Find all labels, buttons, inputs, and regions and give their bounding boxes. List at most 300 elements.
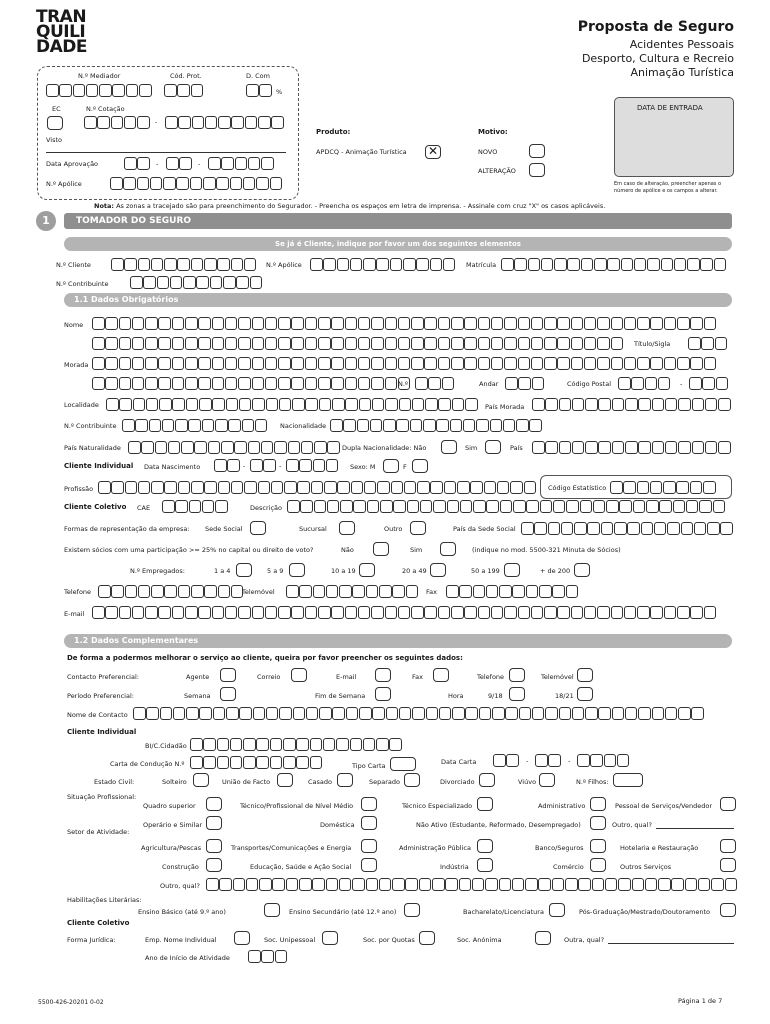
- input-cell[interactable]: [318, 606, 331, 619]
- input-cell[interactable]: [367, 500, 380, 513]
- input-cell[interactable]: [253, 707, 266, 720]
- input-cell[interactable]: [473, 500, 486, 513]
- input-cell[interactable]: [128, 441, 141, 454]
- input-cell[interactable]: [605, 878, 618, 891]
- input-cell[interactable]: [327, 500, 340, 513]
- input-cell[interactable]: [337, 481, 350, 494]
- input-cell[interactable]: [138, 585, 151, 598]
- input-cell[interactable]: [404, 481, 417, 494]
- input-cell[interactable]: [164, 258, 177, 271]
- input-cell[interactable]: [587, 522, 600, 535]
- input-cell[interactable]: [231, 258, 244, 271]
- hotelaria-checkbox[interactable]: [720, 839, 736, 853]
- input-cell[interactable]: [592, 878, 605, 891]
- input-cell[interactable]: [674, 258, 687, 271]
- input-cell[interactable]: [694, 522, 707, 535]
- input-cell[interactable]: [559, 398, 572, 411]
- unipessoal-checkbox[interactable]: [322, 931, 338, 945]
- input-cell[interactable]: [337, 258, 350, 271]
- input-cell[interactable]: [326, 878, 339, 891]
- input-cell[interactable]: [715, 337, 728, 350]
- input-cell[interactable]: [130, 276, 143, 289]
- dupla-nao-checkbox[interactable]: [441, 440, 457, 454]
- tecnico-checkbox[interactable]: [361, 797, 377, 811]
- input-cell[interactable]: [284, 481, 297, 494]
- input-cell[interactable]: [256, 756, 269, 769]
- input-cell[interactable]: [162, 500, 175, 513]
- input-cell[interactable]: [105, 337, 118, 350]
- input-cell[interactable]: [572, 441, 585, 454]
- input-cell[interactable]: [172, 357, 185, 370]
- input-cell[interactable]: [310, 756, 323, 769]
- input-cell[interactable]: [671, 878, 684, 891]
- input-cell[interactable]: [250, 459, 263, 472]
- input-cell[interactable]: [275, 950, 288, 963]
- administrativo-checkbox[interactable]: [590, 797, 606, 811]
- input-cell[interactable]: [172, 398, 185, 411]
- input-cell[interactable]: [611, 317, 624, 330]
- input-cell[interactable]: [248, 441, 261, 454]
- ano-field[interactable]: [248, 950, 288, 963]
- input-cell[interactable]: [331, 377, 344, 390]
- input-cell[interactable]: [212, 317, 225, 330]
- input-cell[interactable]: [637, 357, 650, 370]
- input-cell[interactable]: [170, 276, 183, 289]
- input-cell[interactable]: [283, 738, 296, 751]
- input-cell[interactable]: [464, 357, 477, 370]
- input-cell[interactable]: [552, 878, 565, 891]
- input-cell[interactable]: [172, 377, 185, 390]
- input-cell[interactable]: [158, 357, 171, 370]
- input-cell[interactable]: [185, 377, 198, 390]
- input-cell[interactable]: [424, 337, 437, 350]
- input-cell[interactable]: [525, 878, 538, 891]
- input-cell[interactable]: [707, 522, 720, 535]
- input-cell[interactable]: [215, 419, 228, 432]
- d-com-field[interactable]: [246, 84, 273, 97]
- input-cell[interactable]: [678, 441, 691, 454]
- input-cell[interactable]: [617, 754, 630, 767]
- input-cell[interactable]: [119, 317, 132, 330]
- input-cell[interactable]: [711, 878, 724, 891]
- input-cell[interactable]: [505, 707, 518, 720]
- input-cell[interactable]: [690, 317, 703, 330]
- input-cell[interactable]: [691, 707, 704, 720]
- input-cell[interactable]: [597, 317, 610, 330]
- input-cell[interactable]: [545, 441, 558, 454]
- input-cell[interactable]: [278, 337, 291, 350]
- input-cell[interactable]: [571, 337, 584, 350]
- input-cell[interactable]: [263, 459, 276, 472]
- input-cell[interactable]: [632, 878, 645, 891]
- input-cell[interactable]: [111, 481, 124, 494]
- input-cell[interactable]: [198, 606, 211, 619]
- input-cell[interactable]: [92, 357, 105, 370]
- input-cell[interactable]: [692, 398, 705, 411]
- input-cell[interactable]: [438, 357, 451, 370]
- input-cell[interactable]: [151, 585, 164, 598]
- input-cell[interactable]: [486, 500, 499, 513]
- input-cell[interactable]: [145, 357, 158, 370]
- input-cell[interactable]: [172, 317, 185, 330]
- input-cell[interactable]: [219, 878, 232, 891]
- input-cell[interactable]: [111, 585, 124, 598]
- input-cell[interactable]: [690, 357, 703, 370]
- input-cell[interactable]: [299, 459, 312, 472]
- input-cell[interactable]: [300, 500, 313, 513]
- input-cell[interactable]: [145, 317, 158, 330]
- input-cell[interactable]: [286, 585, 299, 598]
- input-cell[interactable]: [218, 116, 231, 129]
- input-cell[interactable]: [226, 398, 239, 411]
- descricao-field[interactable]: [287, 500, 726, 513]
- input-cell[interactable]: [132, 317, 145, 330]
- input-cell[interactable]: [652, 707, 665, 720]
- input-cell[interactable]: [265, 317, 278, 330]
- input-cell[interactable]: [198, 377, 211, 390]
- input-cell[interactable]: [359, 398, 372, 411]
- input-cell[interactable]: [141, 441, 154, 454]
- input-cell[interactable]: [438, 337, 451, 350]
- input-cell[interactable]: [459, 878, 472, 891]
- input-cell[interactable]: [164, 585, 177, 598]
- input-cell[interactable]: [203, 738, 216, 751]
- input-cell[interactable]: [158, 377, 171, 390]
- input-cell[interactable]: [326, 459, 339, 472]
- input-cell[interactable]: [204, 258, 217, 271]
- correio-checkbox[interactable]: [291, 668, 307, 682]
- anonima-checkbox[interactable]: [535, 931, 551, 945]
- nasc-day[interactable]: [214, 459, 241, 472]
- morada-field-2[interactable]: [92, 377, 411, 390]
- nao-ativo-checkbox[interactable]: [590, 816, 606, 830]
- input-cell[interactable]: [162, 419, 175, 432]
- input-cell[interactable]: [353, 500, 366, 513]
- input-cell[interactable]: [92, 317, 105, 330]
- input-cell[interactable]: [506, 754, 519, 767]
- input-cell[interactable]: [561, 522, 574, 535]
- input-cell[interactable]: [389, 738, 402, 751]
- input-cell[interactable]: [331, 337, 344, 350]
- input-cell[interactable]: [692, 441, 705, 454]
- input-cell[interactable]: [133, 707, 146, 720]
- input-cell[interactable]: [372, 707, 385, 720]
- input-cell[interactable]: [212, 398, 225, 411]
- input-cell[interactable]: [319, 398, 332, 411]
- input-cell[interactable]: [366, 878, 379, 891]
- input-cell[interactable]: [665, 441, 678, 454]
- n-contrib-field[interactable]: [130, 276, 263, 289]
- input-cell[interactable]: [470, 481, 483, 494]
- input-cell[interactable]: [198, 357, 211, 370]
- input-cell[interactable]: [425, 398, 438, 411]
- input-cell[interactable]: [545, 707, 558, 720]
- novo-checkbox[interactable]: [529, 144, 545, 158]
- input-cell[interactable]: [252, 398, 265, 411]
- input-cell[interactable]: [155, 441, 168, 454]
- input-cell[interactable]: [157, 276, 170, 289]
- input-cell[interactable]: [305, 377, 318, 390]
- input-cell[interactable]: [332, 398, 345, 411]
- uniao-checkbox[interactable]: [277, 773, 293, 787]
- aprov-year[interactable]: [208, 157, 274, 170]
- input-cell[interactable]: [690, 481, 703, 494]
- input-cell[interactable]: [191, 585, 204, 598]
- input-cell[interactable]: [185, 357, 198, 370]
- input-cell[interactable]: [584, 337, 597, 350]
- input-cell[interactable]: [132, 357, 145, 370]
- input-cell[interactable]: [478, 317, 491, 330]
- input-cell[interactable]: [299, 585, 312, 598]
- input-cell[interactable]: [258, 116, 271, 129]
- input-cell[interactable]: [664, 317, 677, 330]
- input-cell[interactable]: [259, 84, 272, 97]
- input-cell[interactable]: [686, 500, 699, 513]
- input-cell[interactable]: [218, 585, 231, 598]
- input-cell[interactable]: [637, 481, 650, 494]
- input-cell[interactable]: [296, 756, 309, 769]
- input-cell[interactable]: [238, 337, 251, 350]
- contact-telemovel-checkbox[interactable]: [577, 668, 593, 682]
- input-cell[interactable]: [179, 157, 192, 170]
- input-cell[interactable]: [584, 357, 597, 370]
- input-cell[interactable]: [688, 337, 701, 350]
- input-cell[interactable]: [225, 337, 238, 350]
- input-cell[interactable]: [704, 357, 717, 370]
- input-cell[interactable]: [612, 398, 625, 411]
- input-cell[interactable]: [464, 317, 477, 330]
- input-cell[interactable]: [703, 481, 716, 494]
- cod-est-field[interactable]: [610, 481, 716, 494]
- input-cell[interactable]: [526, 500, 539, 513]
- input-cell[interactable]: [231, 481, 244, 494]
- input-cell[interactable]: [505, 377, 518, 390]
- input-cell[interactable]: [228, 419, 241, 432]
- input-cell[interactable]: [428, 377, 441, 390]
- socios-sim-checkbox[interactable]: [440, 542, 456, 556]
- input-cell[interactable]: [203, 177, 216, 190]
- input-cell[interactable]: [139, 84, 152, 97]
- input-cell[interactable]: [221, 157, 234, 170]
- input-cell[interactable]: [704, 606, 717, 619]
- input-cell[interactable]: [345, 337, 358, 350]
- input-cell[interactable]: [438, 606, 451, 619]
- input-cell[interactable]: [557, 337, 570, 350]
- input-cell[interactable]: [386, 707, 399, 720]
- input-cell[interactable]: [124, 157, 137, 170]
- input-cell[interactable]: [314, 500, 327, 513]
- input-cell[interactable]: [291, 606, 304, 619]
- quotas-checkbox[interactable]: [419, 931, 435, 945]
- input-cell[interactable]: [491, 357, 504, 370]
- input-cell[interactable]: [235, 157, 248, 170]
- input-cell[interactable]: [518, 317, 531, 330]
- input-cell[interactable]: [518, 377, 531, 390]
- input-cell[interactable]: [598, 441, 611, 454]
- input-cell[interactable]: [624, 606, 637, 619]
- input-cell[interactable]: [714, 258, 727, 271]
- input-cell[interactable]: [701, 337, 714, 350]
- input-cell[interactable]: [288, 441, 301, 454]
- input-cell[interactable]: [698, 878, 711, 891]
- input-cell[interactable]: [529, 419, 542, 432]
- input-cell[interactable]: [532, 398, 545, 411]
- input-cell[interactable]: [217, 756, 230, 769]
- input-cell[interactable]: [210, 276, 223, 289]
- input-cell[interactable]: [175, 419, 188, 432]
- input-cell[interactable]: [532, 707, 545, 720]
- input-cell[interactable]: [358, 606, 371, 619]
- input-cell[interactable]: [464, 337, 477, 350]
- input-cell[interactable]: [574, 522, 587, 535]
- input-cell[interactable]: [226, 707, 239, 720]
- input-cell[interactable]: [499, 585, 512, 598]
- input-cell[interactable]: [230, 738, 243, 751]
- input-cell[interactable]: [385, 398, 398, 411]
- input-cell[interactable]: [279, 707, 292, 720]
- input-cell[interactable]: [122, 419, 135, 432]
- input-cell[interactable]: [430, 258, 443, 271]
- input-cell[interactable]: [390, 258, 403, 271]
- input-cell[interactable]: [690, 606, 703, 619]
- input-cell[interactable]: [464, 606, 477, 619]
- bi-field[interactable]: [190, 738, 403, 751]
- input-cell[interactable]: [519, 707, 532, 720]
- domestica-checkbox[interactable]: [361, 816, 377, 830]
- input-cell[interactable]: [478, 337, 491, 350]
- filhos-field[interactable]: [613, 773, 643, 787]
- input-cell[interactable]: [306, 707, 319, 720]
- input-cell[interactable]: [296, 738, 309, 751]
- outro-checkbox[interactable]: [410, 521, 426, 535]
- input-cell[interactable]: [580, 500, 593, 513]
- cod-postal-field-2[interactable]: [689, 377, 729, 390]
- input-cell[interactable]: [233, 878, 246, 891]
- n-field[interactable]: [415, 377, 455, 390]
- input-cell[interactable]: [105, 357, 118, 370]
- input-cell[interactable]: [345, 377, 358, 390]
- input-cell[interactable]: [572, 398, 585, 411]
- titulo-field[interactable]: [688, 337, 728, 350]
- input-cell[interactable]: [165, 116, 178, 129]
- input-cell[interactable]: [391, 481, 404, 494]
- input-cell[interactable]: [319, 707, 332, 720]
- input-cell[interactable]: [385, 317, 398, 330]
- input-cell[interactable]: [438, 317, 451, 330]
- input-cell[interactable]: [160, 707, 173, 720]
- input-cell[interactable]: [98, 481, 111, 494]
- input-cell[interactable]: [270, 756, 283, 769]
- input-cell[interactable]: [625, 707, 638, 720]
- input-cell[interactable]: [124, 258, 137, 271]
- input-cell[interactable]: [149, 419, 162, 432]
- input-cell[interactable]: [500, 500, 513, 513]
- input-cell[interactable]: [346, 707, 359, 720]
- input-cell[interactable]: [436, 419, 449, 432]
- input-cell[interactable]: [283, 756, 296, 769]
- input-cell[interactable]: [553, 500, 566, 513]
- input-cell[interactable]: [578, 878, 591, 891]
- input-cell[interactable]: [278, 317, 291, 330]
- mediador-field[interactable]: [46, 84, 152, 97]
- input-cell[interactable]: [177, 258, 190, 271]
- input-cell[interactable]: [350, 258, 363, 271]
- input-cell[interactable]: [194, 441, 207, 454]
- contact-fax-checkbox[interactable]: [433, 668, 449, 682]
- input-cell[interactable]: [611, 337, 624, 350]
- input-cell[interactable]: [137, 157, 150, 170]
- input-cell[interactable]: [358, 357, 371, 370]
- input-cell[interactable]: [492, 707, 505, 720]
- input-cell[interactable]: [265, 337, 278, 350]
- input-cell[interactable]: [245, 116, 258, 129]
- input-cell[interactable]: [567, 258, 580, 271]
- contrib-field[interactable]: [122, 419, 268, 432]
- input-cell[interactable]: [439, 707, 452, 720]
- input-cell[interactable]: [419, 878, 432, 891]
- input-cell[interactable]: [491, 606, 504, 619]
- input-cell[interactable]: [399, 707, 412, 720]
- input-cell[interactable]: [625, 441, 638, 454]
- input-cell[interactable]: [185, 606, 198, 619]
- input-cell[interactable]: [412, 707, 425, 720]
- input-cell[interactable]: [238, 357, 251, 370]
- input-cell[interactable]: [291, 337, 304, 350]
- input-cell[interactable]: [572, 707, 585, 720]
- input-cell[interactable]: [301, 441, 314, 454]
- input-cell[interactable]: [637, 317, 650, 330]
- input-cell[interactable]: [614, 522, 627, 535]
- input-cell[interactable]: [312, 878, 325, 891]
- input-cell[interactable]: [358, 337, 371, 350]
- sede-checkbox[interactable]: [250, 521, 266, 535]
- input-cell[interactable]: [261, 157, 274, 170]
- input-cell[interactable]: [352, 878, 365, 891]
- input-cell[interactable]: [159, 398, 172, 411]
- input-cell[interactable]: [447, 500, 460, 513]
- input-cell[interactable]: [190, 738, 203, 751]
- input-cell[interactable]: [545, 398, 558, 411]
- input-cell[interactable]: [119, 337, 132, 350]
- input-cell[interactable]: [123, 177, 136, 190]
- emp-5-checkbox[interactable]: [504, 563, 520, 577]
- input-cell[interactable]: [97, 116, 110, 129]
- input-cell[interactable]: [398, 357, 411, 370]
- input-cell[interactable]: [208, 157, 221, 170]
- input-cell[interactable]: [278, 357, 291, 370]
- input-cell[interactable]: [366, 585, 379, 598]
- input-cell[interactable]: [371, 337, 384, 350]
- input-cell[interactable]: [479, 707, 492, 720]
- input-cell[interactable]: [286, 459, 299, 472]
- operario-checkbox[interactable]: [206, 816, 222, 830]
- input-cell[interactable]: [532, 377, 545, 390]
- input-cell[interactable]: [158, 606, 171, 619]
- input-cell[interactable]: [516, 419, 529, 432]
- input-cell[interactable]: [685, 878, 698, 891]
- transportes-checkbox[interactable]: [361, 839, 377, 853]
- input-cell[interactable]: [398, 606, 411, 619]
- input-cell[interactable]: [212, 606, 225, 619]
- input-cell[interactable]: [702, 377, 715, 390]
- input-cell[interactable]: [459, 585, 472, 598]
- input-cell[interactable]: [664, 606, 677, 619]
- input-cell[interactable]: [243, 177, 256, 190]
- input-cell[interactable]: [172, 337, 185, 350]
- localidade-field[interactable]: [106, 398, 478, 411]
- input-cell[interactable]: [607, 258, 620, 271]
- input-cell[interactable]: [314, 441, 327, 454]
